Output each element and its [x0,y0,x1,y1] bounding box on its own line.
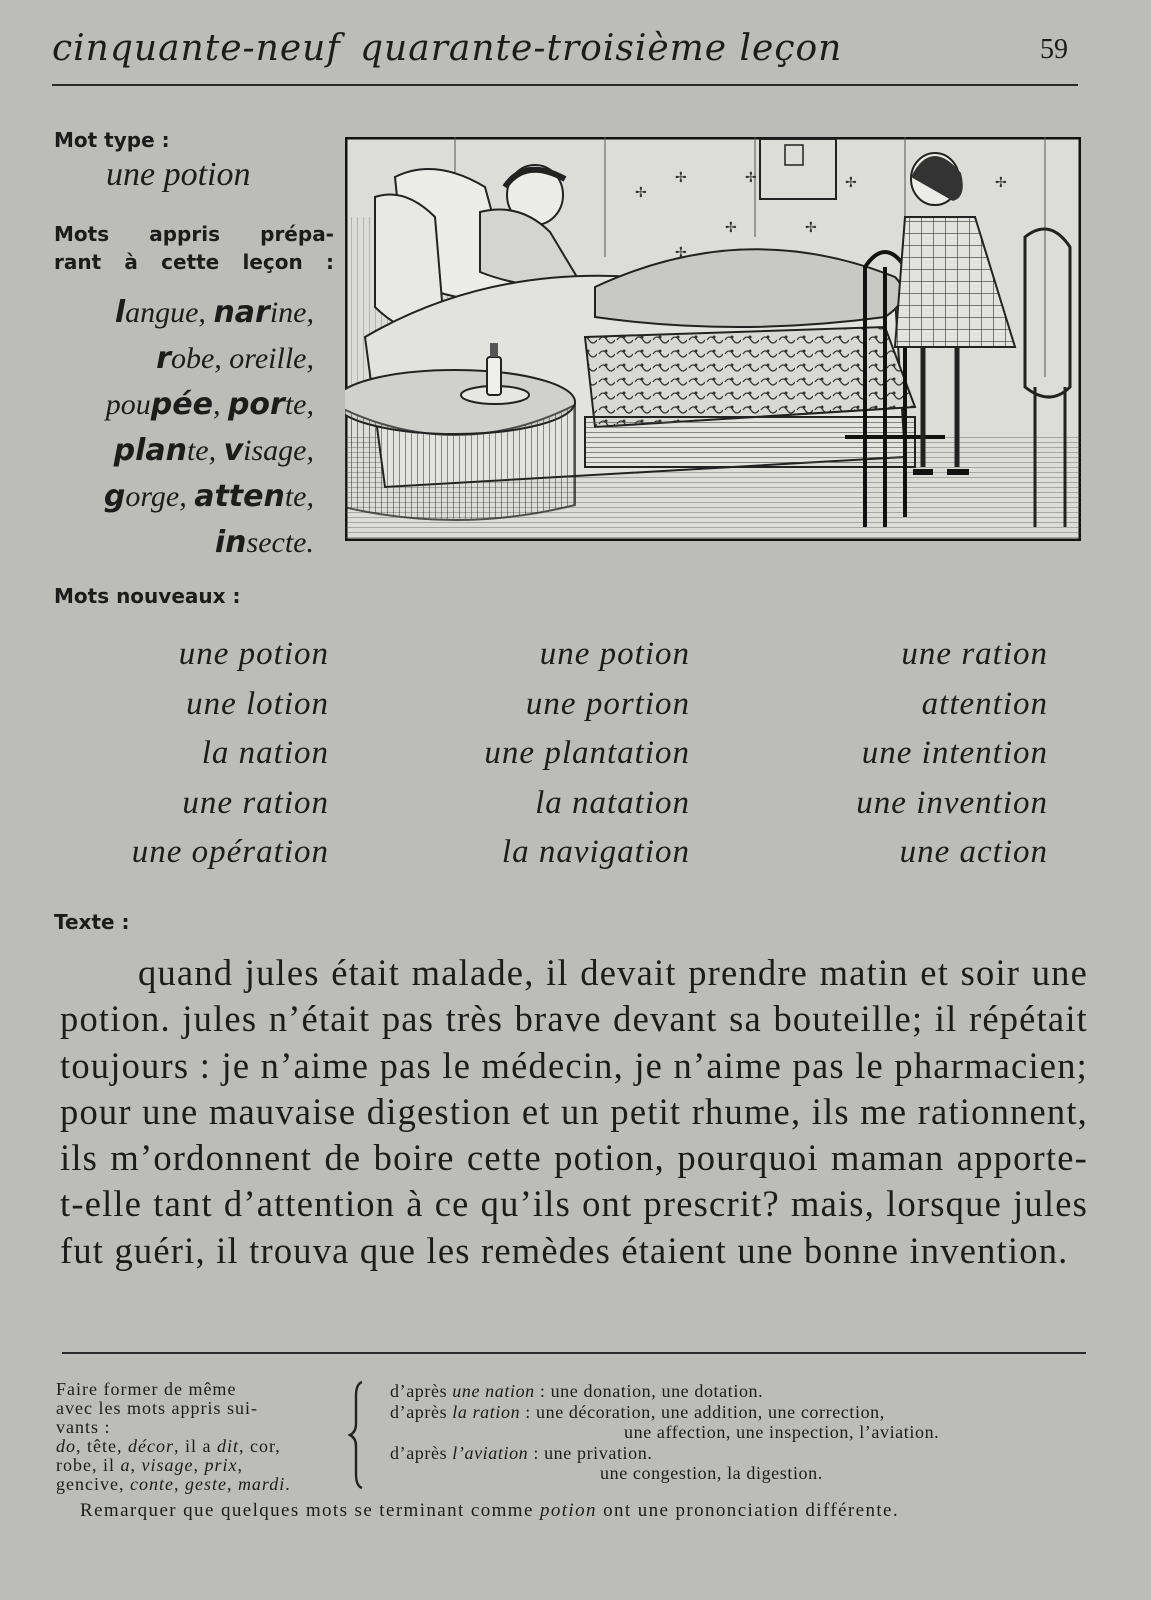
mots-nouveaux-column-3 [856,630,1048,878]
mots-nouveaux-word: une plantation [484,735,690,771]
texte-label: Texte : [54,910,130,934]
footer-example-line: d’après l’aviation : une privation. [390,1442,653,1463]
mots-appris-label-line1: Mots appris prépa- [54,222,334,246]
mots-nouveaux-word: une portion [525,685,690,722]
footer-remark [80,1500,899,1522]
mots-nouveaux-word: une lotion [186,685,329,722]
footer-example-line: d’après une nation : une donation, une dotation. [390,1381,764,1401]
mots-appris-line: langue, narine, [114,295,314,330]
footer-left-line3: vants : [56,1417,111,1437]
svg-text:✢: ✢ [675,245,687,261]
mots-nouveaux-word: la navigation [501,834,690,870]
footer-left-line1: Faire former de même [56,1379,237,1399]
mots-appris-line: gorge, attente, [103,479,314,514]
svg-text:✢: ✢ [725,220,737,236]
mots-nouveaux-column-1 [132,630,329,878]
mots-nouveaux-word: une ration [901,636,1048,672]
mots-nouveaux-label: Mots nouveaux : [54,584,241,608]
mots-nouveaux-word: la natation [535,784,690,821]
remark-key: potion [539,1500,597,1521]
mots-nouveaux-word: une invention [856,784,1048,821]
mots-appris-list [52,290,314,566]
sick-child-in-bed-illustration [345,137,1081,541]
mots-nouveaux-column-2 [484,630,690,878]
mots-nouveaux-word: une potion [178,636,329,672]
texte-body [60,950,1088,1274]
mot-type-word: une potion [106,156,251,193]
mots-appris-line: robe, oreille, [156,341,314,376]
footer-example-line: d’après la ration : une décoration, une addition, une correction, [390,1401,885,1422]
footer-left-words-1: do, tête, décor, il a dit, cor, [56,1436,281,1456]
mots-appris-label-line2: rant à cette leçon : [54,250,334,274]
footer-example-line: une affection, une inspection, l’aviation. [624,1422,940,1442]
running-header-left: cinquante-neuf [52,28,341,69]
mots-nouveaux-word: une ration [182,784,329,821]
mots-appris-line: plante, visage, [113,433,314,468]
svg-text:✢: ✢ [995,175,1007,191]
mots-nouveaux-word: une opération [131,834,329,870]
header-rule [52,84,1078,86]
footer-exercise-instructions [56,1380,346,1494]
svg-text:✢: ✢ [745,170,757,186]
mots-nouveaux-word: une action [899,834,1048,870]
footer-examples [390,1381,1090,1484]
footer-left-words-3: gencive, conte, geste, mardi. [56,1474,291,1494]
mots-nouveaux-word: une intention [861,735,1048,771]
footer-left-words-2: robe, il a, visage, prix, [56,1455,243,1475]
footer-left-line2: avec les mots appris sui- [56,1398,258,1418]
mots-nouveaux-word: une potion [539,636,690,672]
remark-before: Remarquer que quelques mots se terminant comme [80,1500,540,1521]
page-number: 59 [1040,34,1068,65]
mot-type-label: Mot type : [54,128,170,152]
mots-nouveaux-word: la nation [201,735,329,771]
texte-paragraph: quand jules était malade, il devait prendre matin et soir une potion. jules n’était pas très brave devant sa bouteille; il répétait toujours : je n’aime pas le médecin, je n’aime pas le pharmacien; pour une mauvaise digestion et un petit rhume, ils me rationnent, ils m’ordonnent de boire cette potion, pourquoi maman apporte-t-elle tant d’attention à ce qu’ils ont prescrit? mais, lorsque jules fut guéri, il trouva que les remèdes étaient une bonne invention. [60,952,1088,1271]
footer-rule [62,1352,1086,1354]
lesson-title: quarante-troisième leçon [360,28,843,69]
mots-nouveaux-word: attention [921,685,1048,722]
mots-appris-line: insecte. [214,525,314,560]
svg-text:✢: ✢ [675,170,687,186]
svg-text:✢: ✢ [805,220,817,236]
footer-example-line: une congestion, la digestion. [600,1463,823,1483]
curly-brace-icon [348,1380,370,1490]
mots-appris-line: poupée, porte, [105,387,314,422]
mots-appris-label [54,220,334,276]
svg-text:✢: ✢ [635,185,647,201]
remark-after: ont une prononciation différente. [596,1500,900,1521]
svg-text:✢: ✢ [845,175,857,191]
